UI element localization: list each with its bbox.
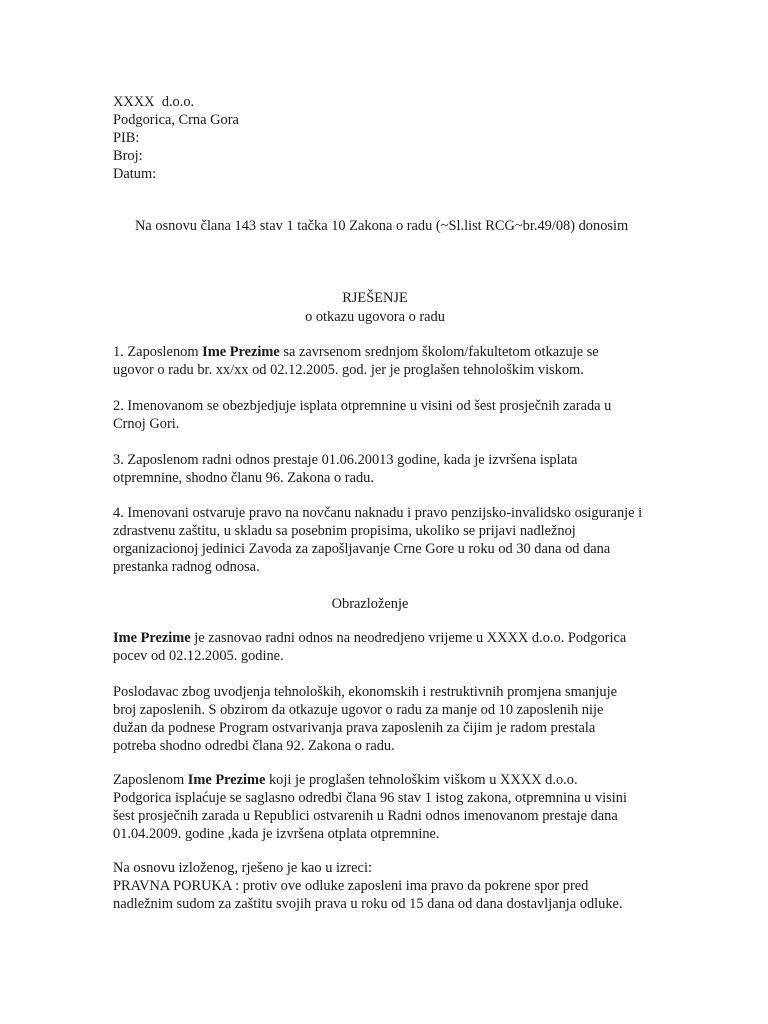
text: 1. Zaposlenom	[113, 344, 203, 360]
line: prestanka radnog odnosa.	[113, 559, 260, 575]
document-subtitle: o otkazu ugovora o radu	[305, 309, 445, 325]
line: Crnoj Gori.	[113, 416, 180, 432]
line: Podgorica isplaćuje se saglasno odredbi člana 96 stav 1 istog zakona, otpremnina u visini	[113, 790, 627, 806]
pib-label: PIB:	[113, 130, 140, 146]
decision-item-4	[113, 504, 658, 576]
line: 3. Zaposlenom radni odnos prestaje 01.06.20013 godine, kada je izvršena isplata	[113, 452, 578, 468]
line: pocev od 02.12.2005. godine.	[113, 648, 284, 664]
conclusion-and-legal-notice	[113, 859, 658, 913]
decision-item-1	[113, 343, 658, 379]
line: Poslodavac zbog uvodjenja tehnoloških, ekonomskih i restruktivnih promjena smanjuje	[113, 684, 617, 700]
explanation-title: Obrazloženje	[331, 596, 409, 612]
line: broj zaposlenih. S obzirom da otkazuje ugovor o radu za manje od 10 zaposlenih nije	[113, 702, 604, 718]
line: potreba shodno odredbi člana 92. Zakona o radu.	[113, 738, 395, 754]
explanation-paragraph-3	[113, 771, 658, 843]
employee-name: Ime Prezime	[113, 630, 191, 646]
line	[113, 629, 658, 647]
text: Zaposlenom	[113, 772, 188, 788]
legal-notice-line: PRAVNA PORUKA : protiv ove odluke zaposleni ima pravo da pokrene spor pred	[113, 878, 589, 894]
datum-label: Datum:	[113, 166, 157, 182]
employee-name: Ime Prezime	[202, 344, 280, 360]
line	[113, 771, 658, 789]
line: dužan da podnese Program ostvarivanja prava zaposlenih za čijim je radom prestala	[113, 720, 596, 736]
line: zdrastvenu zaštitu, u skladu sa posebnim propisima, ukoliko se prijavi nadležnoj	[113, 523, 576, 539]
decision-item-2	[113, 397, 658, 433]
company-location: Podgorica, Crna Gora	[113, 112, 239, 128]
line: 2. Imenovanom se obezbjedjuje isplata otpremnine u visini od šest prosječnih zarada u	[113, 398, 612, 414]
line: 01.04.2009. godine ,kada je izvršena otplata otpremnine.	[113, 826, 440, 842]
line	[113, 343, 658, 361]
legal-notice-line: nadležnim sudom za zaštitu svojih prava u roku od 15 dana od dana dostavljanja odluke.	[113, 896, 623, 912]
explanation-paragraph-1	[113, 629, 658, 665]
employee-name: Ime Prezime	[187, 772, 266, 788]
decision-item-3	[113, 451, 658, 487]
line: šest prosječnih zarada u Republici ostvarenih u Radni odnos imenovanom prestaje dana	[113, 808, 618, 824]
company-header	[113, 93, 239, 183]
line: organizacionoj jedinici Zavoda za zapošljavanje Crne Gore u roku od 30 dana od dana	[113, 541, 611, 557]
explanation-paragraph-2	[113, 683, 658, 755]
text: je zasnovao radni odnos na neodredjeno vrijeme u XXXX d.o.o. Podgorica	[190, 630, 627, 646]
line: otpremnine, shodno članu 96. Zakona o radu.	[113, 470, 374, 486]
document-title: RJEŠENJE	[342, 290, 408, 306]
line: ugovor o radu br. xx/xx od 02.12.2005. god. jer je proglašen tehnološkim viskom.	[113, 362, 584, 378]
broj-label: Broj:	[113, 148, 143, 164]
text: sa zavrsenom srednjom školom/fakultetom otkazuje se	[279, 344, 599, 360]
line: Na osnovu izloženog, rješeno je kao u izreci:	[113, 860, 372, 876]
intro-statement: Na osnovu člana 143 stav 1 tačka 10 Zakona o radu (~Sl.list RCG~br.49/08) donosim	[135, 218, 629, 234]
text: koji je proglašen tehnološkim viškom u XXXX d.o.o.	[265, 772, 578, 788]
line: 4. Imenovani ostvaruje pravo na novčanu naknadu i pravo penzijsko-invalidsko osiguranje i	[113, 505, 643, 521]
company-name: XXXX d.o.o.	[113, 94, 195, 110]
